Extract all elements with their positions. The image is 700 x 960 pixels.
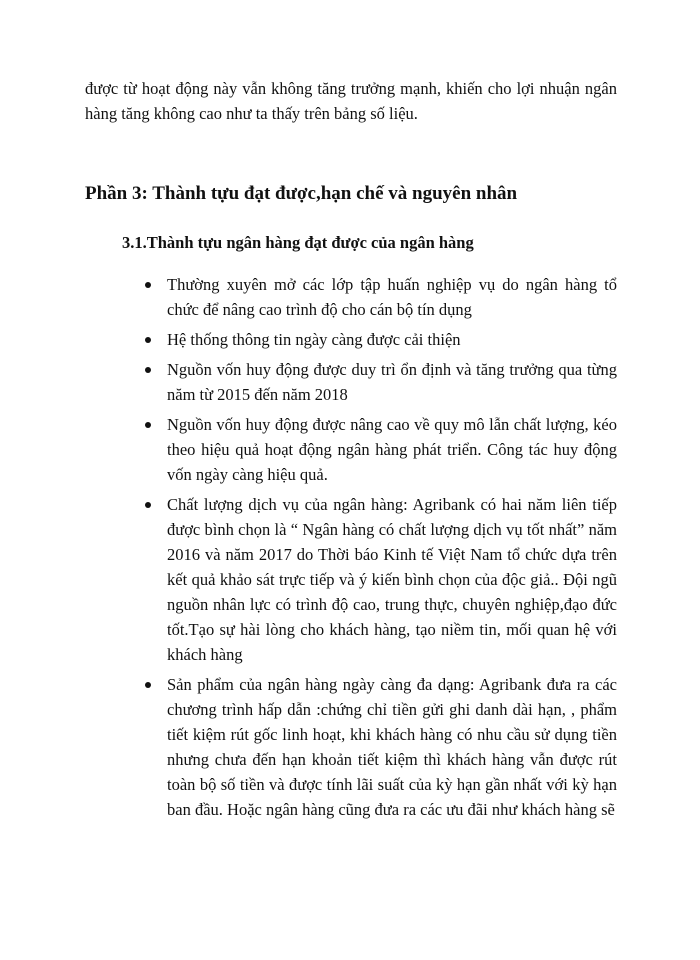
bullet-icon	[145, 337, 151, 343]
list-item-text: Hệ thống thông tin ngày càng được cải thiện	[167, 330, 461, 349]
list-item-text: Sản phẩm của ngân hàng ngày càng đa dạng: Agribank đưa ra các chương trình hấp dẫn :chứng chỉ tiền gửi ghi danh dài hạn, , phẩm tiết kiệm rút gốc linh hoạt, khi khách hàng có nhu cầu sử dụng tiền nhưng chưa đến hạn khoản tiết kiệm thì khách hàng vẫn được rút toàn bộ số tiền và được tính lãi suất của kỳ hạn gần nhất với kỳ hạn ban đầu. Hoặc ngân hàng cũng đưa ra các ưu đãi như khách hàng sẽ	[167, 675, 617, 819]
list-item-text: Nguồn vốn huy động được nâng cao về quy mô lẫn chất lượng, kéo theo hiệu quả hoạt động ngân hàng phát triển. Công tác huy động vốn ngày càng hiệu quả.	[167, 415, 617, 484]
bullet-icon	[145, 502, 151, 508]
list-item	[142, 272, 617, 322]
list-item-text: Thường xuyên mở các lớp tập huấn nghiệp vụ do ngân hàng tổ chức để nâng cao trình độ cho cán bộ tín dụng	[167, 275, 617, 319]
list-item	[142, 327, 617, 352]
intro-paragraph: được từ hoạt động này vẫn không tăng trưởng mạnh, khiến cho lợi nhuận ngân hàng tăng không cao như ta thấy trên bảng số liệu.	[85, 79, 617, 123]
bullet-icon	[145, 422, 151, 428]
list-item	[142, 357, 617, 407]
section-heading: 3.1.Thành tựu ngân hàng đạt được của ngân hàng	[122, 233, 474, 252]
bullet-icon	[145, 682, 151, 688]
list-item	[142, 412, 617, 487]
list-item	[142, 492, 617, 667]
list-item-text: Chất lượng dịch vụ của ngân hàng: Agribank có hai năm liên tiếp được bình chọn là “ Ngân hàng có chất lượng dịch vụ tốt nhất” năm 2016 và năm 2017 do Thời báo Kinh tế Việt Nam tổ chức dựa trên kết quả khảo sát trực tiếp và ý kiến bình chọn của độc giả.. Đội ngũ nguồn nhân lực có trình độ cao, trung thực, chuyên nghiệp,đạo đức tốt.Tạo sự hài lòng cho khách hàng, tạo niềm tin, mối quan hệ với khách hàng	[167, 495, 617, 664]
bullet-icon	[145, 367, 151, 373]
achievements-list	[142, 272, 617, 827]
list-item	[142, 672, 617, 822]
part-heading: Phần 3: Thành tựu đạt được,hạn chế và nguyên nhân	[85, 183, 518, 204]
bullet-icon	[145, 282, 151, 288]
list-item-text: Nguồn vốn huy động được duy trì ổn định và tăng trưởng qua từng năm từ 2015 đến năm 2018	[167, 360, 617, 404]
